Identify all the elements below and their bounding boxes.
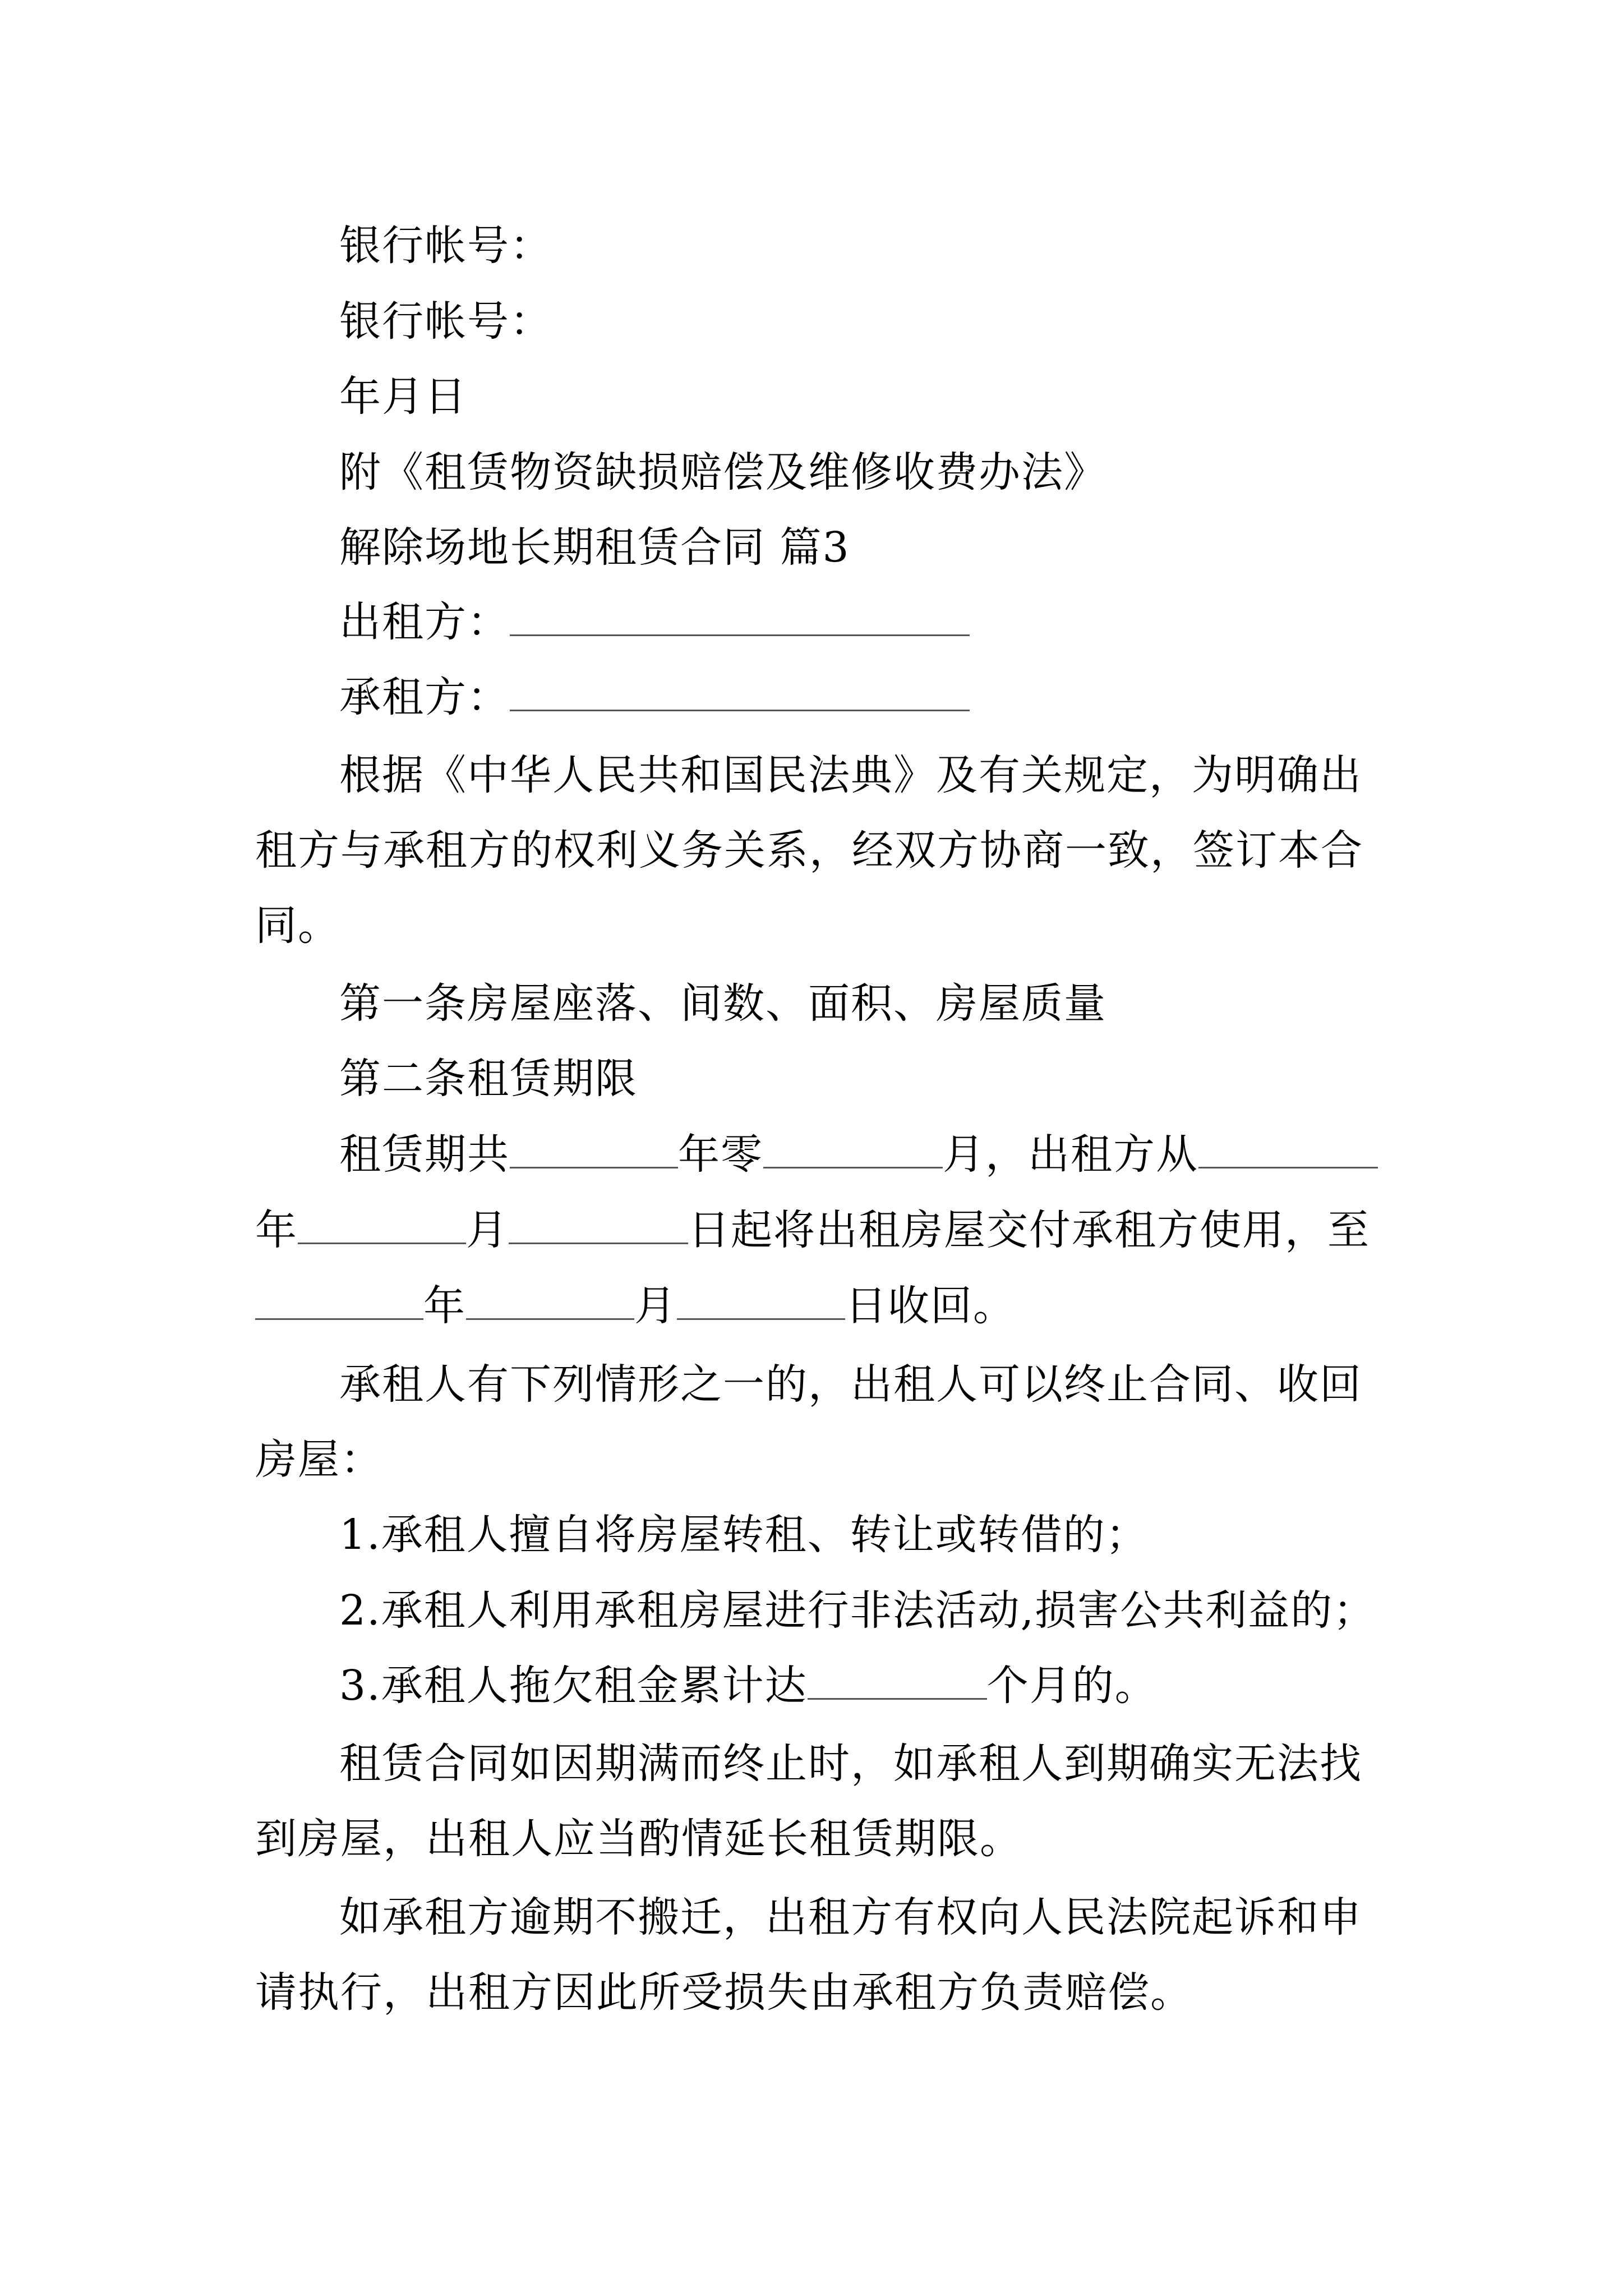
term-line-1 (339, 1115, 1461, 1194)
term-line-2 (255, 1191, 1377, 1269)
article-1-heading (339, 964, 1461, 1043)
lessor-blank (510, 595, 970, 636)
expiry-text-1: 租赁合同如因期满而终止时，如承租人到期确实无法找 (339, 1740, 1362, 1788)
expiry-text-2: 到房屋，出租人应当酌情延长租赁期限。 (255, 1815, 1022, 1863)
clause-2 (339, 1571, 1461, 1650)
term-text-3c: 日收回。 (845, 1282, 1016, 1330)
term-text-1b: 年零 (678, 1130, 763, 1179)
date-label: 年月日 (339, 372, 467, 421)
arrears-months-blank (808, 1659, 987, 1700)
lessee-line (339, 658, 1461, 737)
preamble-text-2: 租方与承租方的权利义务关系，经双方协商一致，签订本合 (255, 826, 1363, 875)
term-text-3a: 年 (423, 1282, 466, 1330)
bank-account-label-2: 银行帐号： (339, 297, 552, 346)
start-day-blank (509, 1203, 688, 1244)
term-text-1c: 月，出租方从 (943, 1130, 1198, 1179)
lessor-line (339, 583, 1461, 661)
termination-line-2 (255, 1420, 1377, 1499)
lessee-blank (510, 670, 970, 711)
section-heading-text: 解除场地长期租赁合同 篇3 (339, 523, 850, 572)
article-2-text: 第二条租赁期限 (339, 1055, 638, 1103)
article-1-text: 第一条房屋座落、间数、面积、房屋质量 (339, 979, 1106, 1028)
clause-3-text-a: 3.承租人拖欠租金累计达 (339, 1662, 808, 1710)
expiry-line-1 (339, 1724, 1461, 1803)
termination-text-2: 房屋： (255, 1435, 383, 1484)
term-text-3b: 月 (634, 1282, 677, 1330)
preamble-line-1 (339, 736, 1461, 815)
end-month-blank (466, 1279, 634, 1320)
eviction-line-1 (339, 1878, 1461, 1957)
end-day-blank (677, 1279, 845, 1320)
date-line (339, 357, 1461, 436)
term-text-2c: 日起将出租房屋交付承租方使用，至 (688, 1206, 1370, 1254)
preamble-text-1: 根据《中华人民共和国民法典》及有关规定，为明确出 (339, 751, 1362, 799)
term-text-1a: 租赁期共 (339, 1130, 510, 1179)
term-line-3 (255, 1267, 1377, 1345)
clause-3 (339, 1646, 1461, 1725)
bank-account-line-2 (339, 282, 1461, 361)
expiry-line-2 (255, 1800, 1377, 1878)
preamble-line-2 (255, 811, 1377, 890)
termination-text-1: 承租人有下列情形之一的，出租人可以终止合同、收回 (339, 1360, 1362, 1409)
article-2-heading (339, 1039, 1461, 1118)
bank-account-label-1: 银行帐号： (339, 222, 552, 270)
bank-account-line-1 (339, 206, 1461, 285)
eviction-line-2 (255, 1953, 1377, 2032)
lessee-label: 承租方： (339, 673, 510, 721)
clause-3-text-b: 个月的。 (986, 1662, 1158, 1710)
attachment-line (339, 433, 1461, 512)
termination-line-1 (339, 1345, 1461, 1424)
clause-2-text: 2.承租人利用承租房屋进行非法活动,损害公共利益的； (339, 1586, 1376, 1635)
years-blank (510, 1128, 678, 1168)
preamble-text-3: 同。 (255, 901, 340, 950)
section-heading (339, 508, 1461, 587)
term-text-2b: 月 (466, 1206, 509, 1254)
start-month-blank (298, 1203, 466, 1244)
clause-1 (339, 1496, 1461, 1574)
preamble-line-3 (255, 886, 1377, 965)
attachment-text: 附《租赁物资缺损赔偿及维修收费办法》 (339, 448, 1106, 496)
months-blank (763, 1128, 943, 1168)
term-text-2a: 年 (255, 1206, 298, 1254)
clause-1-text: 1.承租人擅自将房屋转租、转让或转借的； (339, 1511, 1149, 1559)
end-year-blank (255, 1279, 423, 1320)
start-year-blank (1198, 1128, 1378, 1168)
eviction-text-1: 如承租方逾期不搬迁，出租方有权向人民法院起诉和申 (339, 1893, 1362, 1941)
lessor-label: 出租方： (339, 598, 510, 646)
eviction-text-2: 请执行，出租方因此所受损失由承租方负责赔偿。 (255, 1968, 1193, 2017)
